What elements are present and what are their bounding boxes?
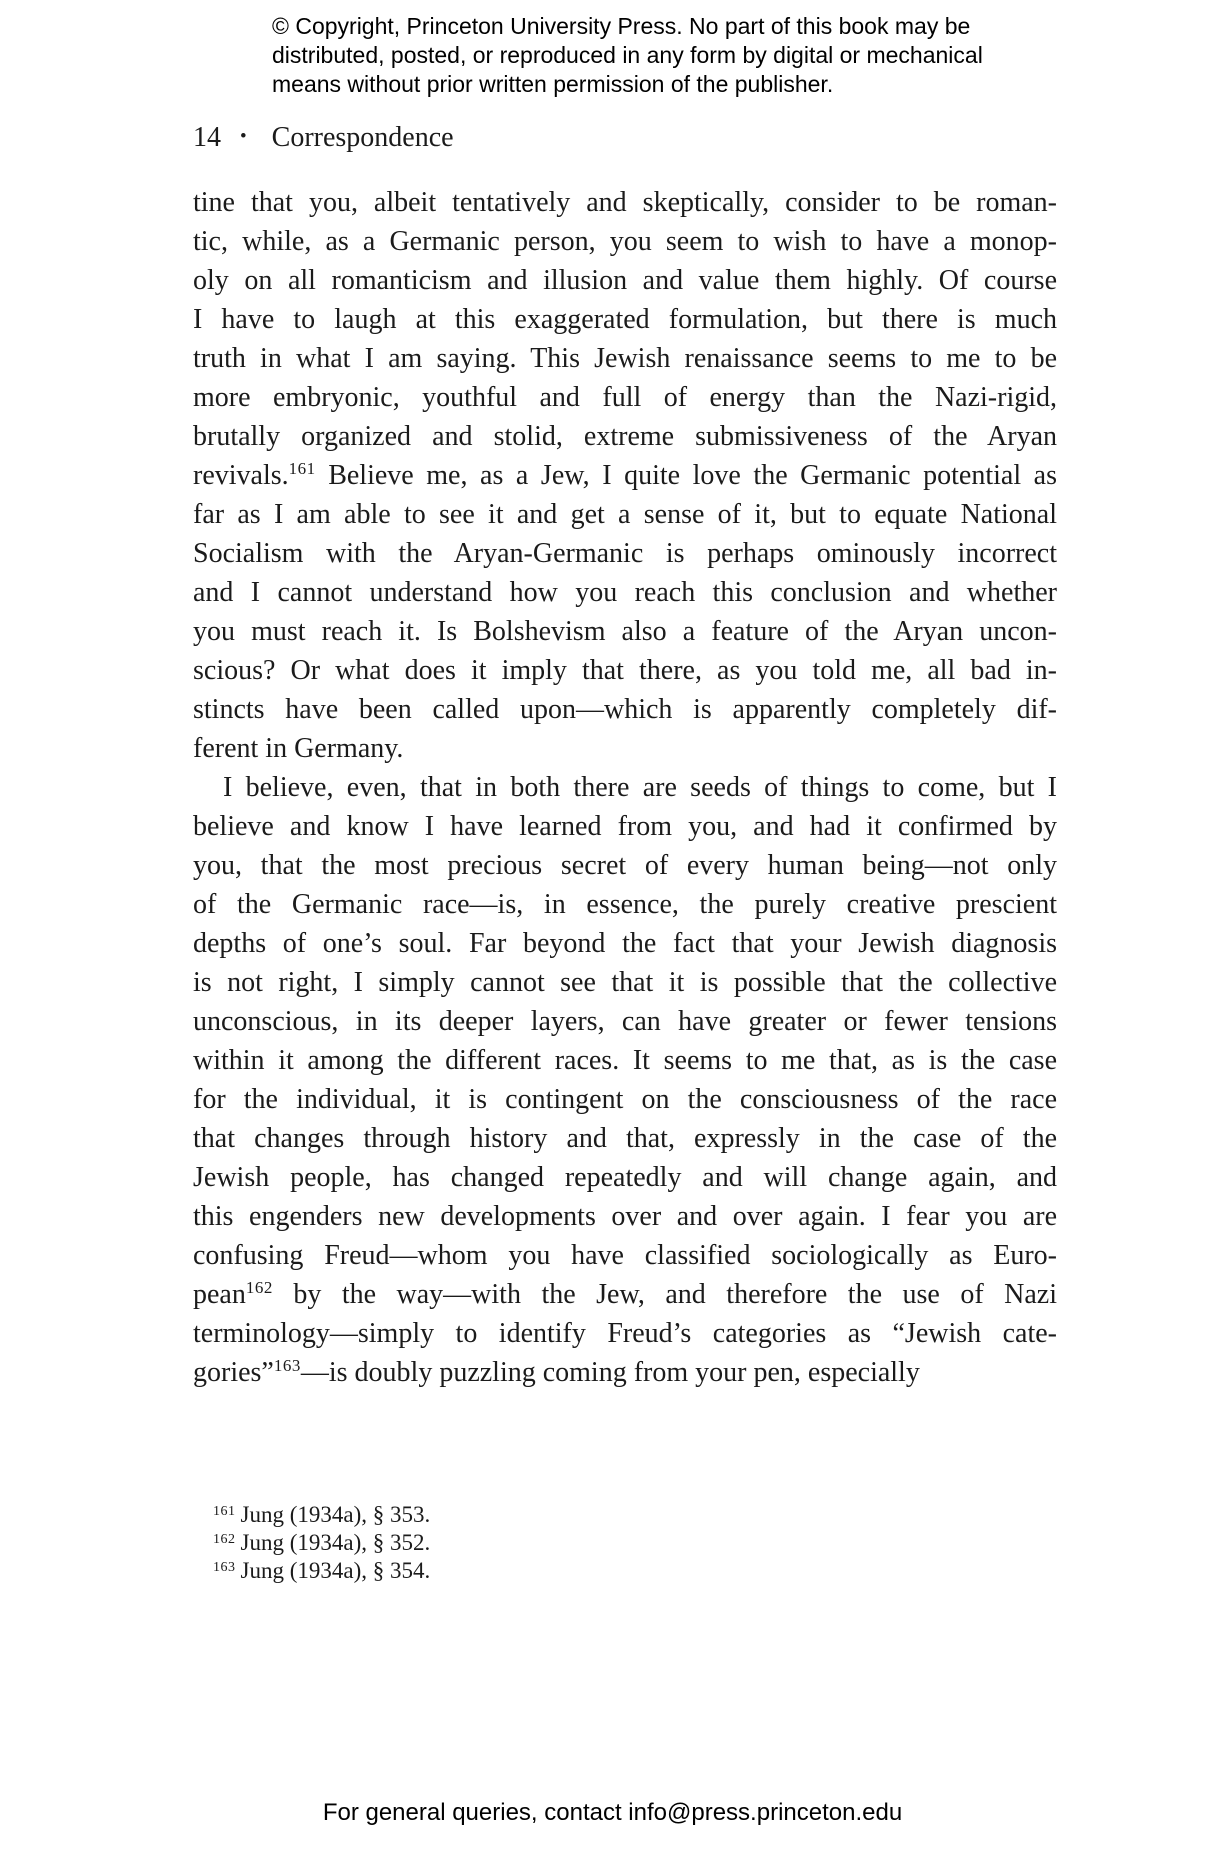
footnote-number: 163 bbox=[213, 1560, 236, 1575]
text-line: believe and know I have learned from you, and had it confirmed by bbox=[193, 811, 1057, 842]
copyright-line: means without prior written permission of the publisher. bbox=[272, 71, 834, 97]
page-number: 14 bbox=[193, 122, 221, 153]
text-line: unconscious, in its deeper layers, can have greater or fewer tensions bbox=[193, 1006, 1057, 1037]
paragraph bbox=[193, 768, 1057, 1392]
text-line: ferent in Germany. bbox=[193, 733, 404, 764]
copyright-line: © Copyright, Princeton University Press. No part of this book may be bbox=[272, 13, 971, 39]
bullet-separator-icon: • bbox=[240, 126, 247, 147]
page-footer bbox=[0, 1798, 1225, 1828]
text-line: that changes through history and that, expressly in the case of the bbox=[193, 1123, 1057, 1154]
text-line: this engenders new developments over and over again. I fear you are bbox=[193, 1201, 1057, 1232]
text-line: pean$^{162}$ by the way—with the Jew, and therefore the use of Nazi bbox=[193, 1278, 1057, 1310]
paragraph bbox=[193, 183, 1057, 768]
footnote: $^{163}$ Jung (1934a), § 354. bbox=[213, 1558, 431, 1583]
footer-contact-text: For general queries, contact info@press.princeton.edu bbox=[322, 1799, 903, 1826]
copyright-line: distributed, posted, or reproduced in any form by digital or mechanical bbox=[272, 42, 983, 68]
text-line: you, that the most precious secret of every human being—not only bbox=[193, 850, 1057, 881]
footnotes-block bbox=[213, 1501, 430, 1585]
footnote: $^{162}$ Jung (1934a), § 352. bbox=[213, 1530, 431, 1555]
text-line: you must reach it. Is Bolshevism also a feature of the Aryan uncon- bbox=[193, 616, 1057, 647]
text-line: scious? Or what does it imply that there, as you told me, all bad in- bbox=[193, 655, 1057, 686]
text-line: within it among the different races. It seems to me that, as is the case bbox=[193, 1045, 1057, 1076]
text-line: Jewish people, has changed repeatedly and will change again, and bbox=[193, 1162, 1057, 1193]
text-line: is not right, I simply cannot see that it is possible that the collective bbox=[193, 967, 1057, 998]
text-line: I believe, even, that in both there are seeds of things to come, but I bbox=[223, 772, 1057, 803]
text-line: far as I am able to see it and get a sense of it, but to equate National bbox=[193, 499, 1057, 530]
text-line: and I cannot understand how you reach this conclusion and whether bbox=[193, 577, 1057, 608]
text-line: stincts have been called upon—which is apparently completely dif- bbox=[193, 694, 1057, 725]
footnote-ref: 161 bbox=[288, 459, 316, 478]
footnote-ref: 162 bbox=[245, 1278, 273, 1297]
text-line: tine that you, albeit tentatively and skeptically, consider to be roman- bbox=[193, 187, 1057, 218]
footnote-ref: 163 bbox=[273, 1356, 301, 1375]
text-line: for the individual, it is contingent on the consciousness of the race bbox=[193, 1084, 1057, 1115]
text-line: confusing Freud—whom you have classified sociologically as Euro- bbox=[193, 1240, 1057, 1271]
chapter-title: Correspondence bbox=[271, 122, 454, 153]
text-line: tic, while, as a Germanic person, you seem to wish to have a monop- bbox=[193, 226, 1057, 257]
text-line: more embryonic, youthful and full of energy than the Nazi-rigid, bbox=[193, 382, 1057, 413]
text-line: brutally organized and stolid, extreme submissiveness of the Aryan bbox=[193, 421, 1057, 452]
text-line: Socialism with the Aryan-Germanic is perhaps ominously incorrect bbox=[193, 538, 1057, 569]
text-line: gories”$^{163}$—is doubly puzzling coming from your pen, especially bbox=[193, 1356, 920, 1388]
footnote-number: 161 bbox=[213, 1504, 236, 1519]
copyright-notice bbox=[272, 12, 983, 99]
text-line: truth in what I am saying. This Jewish renaissance seems to me to be bbox=[193, 343, 1057, 374]
text-line: of the Germanic race—is, in essence, the purely creative prescient bbox=[193, 889, 1057, 920]
text-line: depths of one’s soul. Far beyond the fact that your Jewish diagnosis bbox=[193, 928, 1057, 959]
text-line: revivals.$^{161}$ Believe me, as a Jew, I quite love the Germanic potential as bbox=[193, 459, 1057, 491]
text-line: oly on all romanticism and illusion and value them highly. Of course bbox=[193, 265, 1057, 296]
footnote-number: 162 bbox=[213, 1532, 236, 1547]
footnote: $^{161}$ Jung (1934a), § 353. bbox=[213, 1502, 431, 1527]
text-line: terminology—simply to identify Freud’s categories as “Jewish cate- bbox=[193, 1318, 1057, 1349]
text-line: I have to laugh at this exaggerated formulation, but there is much bbox=[193, 304, 1057, 335]
running-head bbox=[193, 120, 454, 155]
letter-body bbox=[193, 183, 1057, 1392]
